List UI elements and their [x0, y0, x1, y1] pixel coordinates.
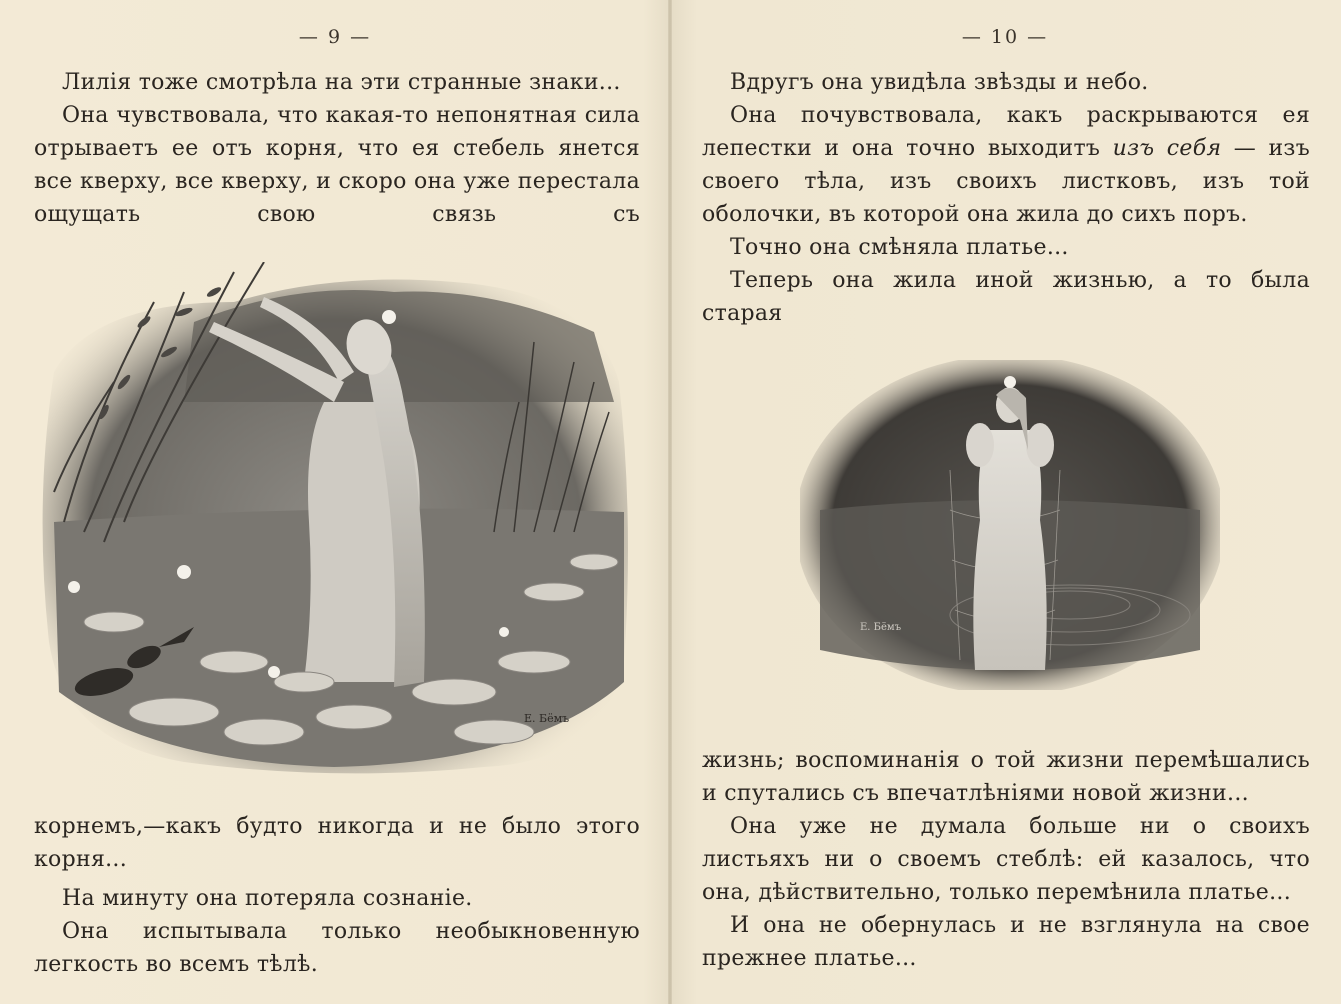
page-number-left: — 9 —: [298, 26, 372, 48]
left-bottom-text: [34, 810, 640, 981]
right-bottom-text: [702, 744, 1310, 975]
woman-in-white-dress-illustration: [800, 360, 1220, 690]
page-number-right: — 10 —: [961, 26, 1049, 48]
paragraph: жизнь; воспоминанія о той жизни перемѣшались и спутались съ впечатлѣніями новой жизни...: [702, 748, 1310, 806]
illustration-signature: Е. Бёмъ: [860, 622, 902, 633]
paragraph: [702, 99, 1310, 231]
left-page: [0, 0, 670, 1004]
paragraph: Лилія тоже смотрѣла на эти странные знаки...: [62, 70, 621, 95]
right-page: [670, 0, 1340, 1004]
right-top-text: [702, 66, 1310, 330]
paragraph: Она уже не думала больше ни о своихъ листьяхъ ни о своемъ стеблѣ: ей казалось, что она, дѣйствительно, только перемѣнила платье...: [702, 814, 1310, 905]
paragraph: корнемъ,—какъ будто никогда и не было этого корня...: [34, 814, 640, 872]
paragraph: На минуту она потеряла сознаніе.: [62, 886, 473, 911]
woman-among-water-lilies-illustration: [34, 262, 634, 782]
italic-phrase: изъ себя: [1112, 136, 1222, 161]
paragraph-part: — изъ: [1233, 136, 1311, 161]
paragraph-part: Она почувствовала, какъ раскрываются ея лепестки и она точно выходитъ: [702, 103, 1310, 161]
paragraph: Она чувствовала, что какая-то непонятная сила отрываетъ ее отъ корня, что ея стебель янется все кверху, все кверху, и скоро она уже перестала ощущать свою связь съ: [34, 103, 640, 227]
paragraph: Точно она смѣняла платье...: [730, 235, 1069, 260]
paragraph: Вдругъ она увидѣла звѣзды и небо.: [730, 70, 1149, 95]
paragraph: Теперь она жила иной жизнью, а то была старая: [702, 268, 1310, 326]
illustration-signature: Е. Бёмъ: [524, 712, 570, 725]
left-top-text: [34, 66, 640, 231]
paragraph: И она не обернулась и не взглянула на свое прежнее платье...: [702, 913, 1310, 971]
paragraph: Она испытывала только необыкновенную легкость во всемъ тѣлѣ.: [34, 919, 640, 977]
paragraph-part: своего тѣла, изъ своихъ листковъ, изъ той оболочки, въ которой она жила до сихъ поръ.: [702, 169, 1310, 227]
